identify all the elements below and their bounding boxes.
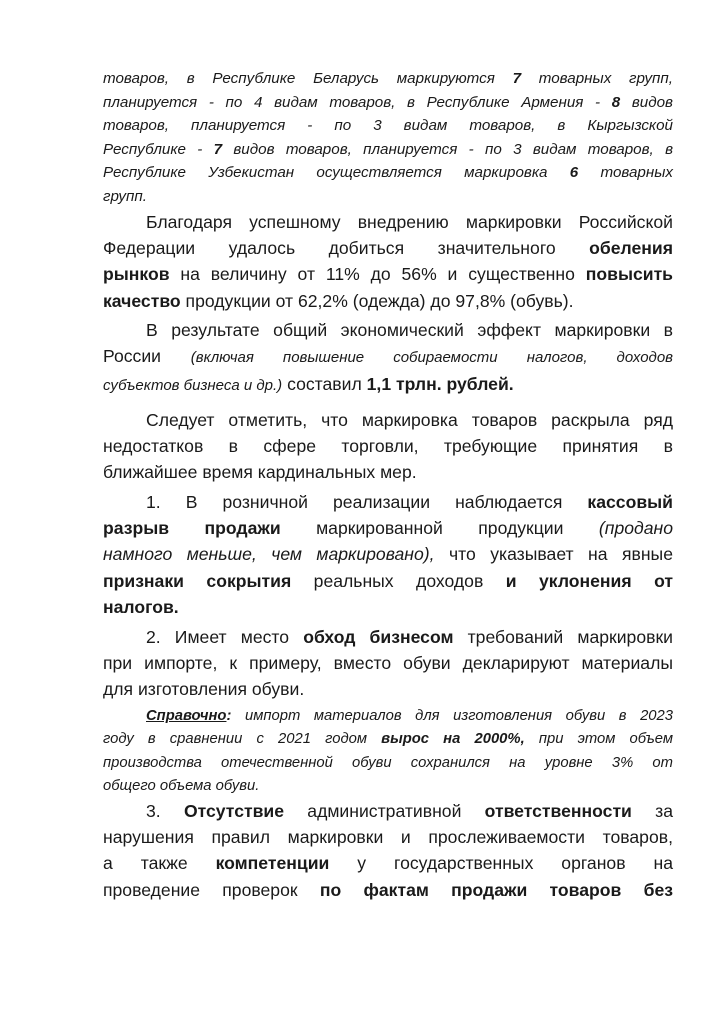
text-line: товаров, планируется - по 3 видам товаров, в Кыргызской [103,117,673,135]
text-line: Республике Узбекистан осуществляется маркировка 6 товарных [103,164,674,182]
text-line: а также компетенции у государственных органов на [103,853,673,874]
text-line: Справочно: импорт материалов для изготовления обуви в 2023 [146,708,673,724]
reference-note [103,705,673,799]
text-line: Следует отметить, что маркировка товаров раскрыла ряд [146,410,673,430]
text-line: году в сравнении с 2021 годом вырос на 2000%, при этом объем [103,731,673,748]
text-line: качество продукции от 62,2% (одежда) до 97,8% (обувь). [103,290,574,311]
text-line: России (включая повышение собираемости налогов, доходов [103,346,673,367]
text-line: признаки сокрытия реальных доходов и уклонения от [103,570,673,591]
text-line: ближайшее время кардинальных мер. [103,462,417,483]
text-line: проведение проверок по фактам продажи товаров без [103,879,673,900]
text-line: групп. [103,187,147,205]
text-line: Благодаря успешному внедрению маркировки Российской [146,212,673,232]
text-line: рынков на величину от 11% до 56% и существенно повысить [103,264,673,285]
paragraph-item-2 [103,624,673,703]
text-line: Федерации удалось добиться значительного обеления [103,238,673,259]
text-line: при импорте, к примеру, вместо обуви декларируют материалы [103,653,673,674]
paragraph-item-3 [103,798,673,903]
paragraph-shortcomings [103,407,673,486]
text-line: В результате общий экономический эффект маркировки в [146,320,673,340]
paragraph-item-1 [103,489,673,620]
text-line: 2. Имеет место обход бизнесом требований маркировки [146,627,673,647]
text-line: субъектов бизнеса и др.) составил 1,1 трлн. рублей. [103,374,514,395]
text-line: 1. В розничной реализации наблюдается кассовый [146,492,673,512]
text-line: планируется - по 4 видам товаров, в Республике Армения - 8 видов [103,93,673,111]
text-line: разрыв продажи маркированной продукции (продано [103,518,673,539]
text-line: Республике - 7 видов товаров, планируется - по 3 видам товаров, в [103,140,674,158]
text-line: производства отечественной обуви сохранился на уровне 3% от [103,754,673,771]
text-line: налогов. [103,596,179,617]
text-line: нарушения правил маркировки и прослеживаемости товаров, [103,827,673,848]
paragraph-economic-effect [103,317,673,400]
paragraph-market-whitening [103,209,673,314]
text-line: для изготовления обуви. [103,679,305,700]
paragraph-eaeu-marking [103,67,673,209]
text-line: намного меньше, чем маркировано), что указывает на явные [103,544,673,565]
text-line: общего объема обуви. [103,778,260,795]
text-line: товаров, в Республике Беларусь маркируются 7 товарных групп, [103,70,673,87]
text-line: недостатков в сфере торговли, требующие принятия в [103,436,673,457]
text-line: 3. Отсутствие административной ответственности за [146,801,673,821]
